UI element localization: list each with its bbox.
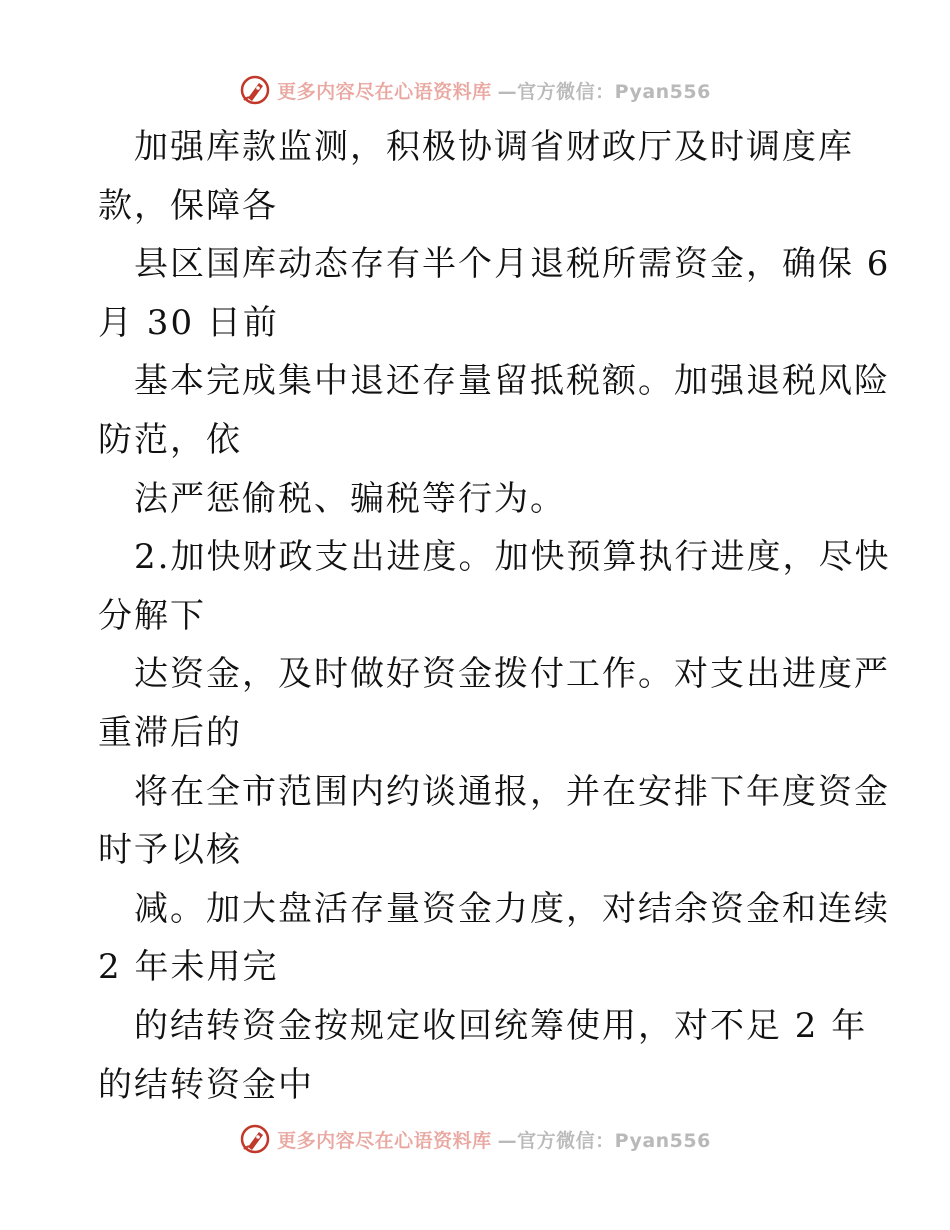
footer-banner-title: 更多内容尽在心语资料库 bbox=[277, 1129, 492, 1152]
pen-nib-circle-icon bbox=[239, 1123, 271, 1155]
paragraph-line: 防范，依 bbox=[98, 419, 242, 460]
paragraph-line: 加强库款监测，积极协调省财政厅及时调度库 bbox=[134, 127, 854, 167]
footer-banner bbox=[0, 1119, 950, 1159]
paragraph-line: 重滞后的 bbox=[98, 712, 242, 753]
paragraph-line: 达资金，及时做好资金拨付工作。对支出进度严 bbox=[134, 654, 890, 695]
paragraph-line: 基本完成集中退还存量留抵税额。加强退税风险 bbox=[134, 361, 890, 402]
footer-banner-wechat: —官方微信：Pyan556 bbox=[497, 1129, 711, 1152]
paragraph-line: 的结转资金按规定收回统筹使用，对不足 2 年 bbox=[134, 1005, 868, 1046]
paragraph-line: 月 30 日前 bbox=[98, 302, 279, 343]
header-banner-wechat: —官方微信：Pyan556 bbox=[497, 80, 711, 103]
paragraph-line: 2.加快财政支出进度。加快预算执行进度，尽快 bbox=[134, 537, 891, 578]
paragraph-line: 县区国库动态存有半个月退税所需资金，确保 6 bbox=[134, 244, 891, 285]
paragraph-line: 将在全市范围内约谈通报，并在安排下年度资金 bbox=[134, 771, 890, 812]
pen-nib-circle-icon bbox=[239, 74, 271, 106]
paragraph-line: 2 年未用完 bbox=[98, 947, 279, 988]
header-banner bbox=[0, 70, 950, 110]
paragraph-line: 款，保障各 bbox=[98, 185, 278, 226]
paragraph-line: 的结转资金中 bbox=[98, 1064, 314, 1105]
document-body bbox=[98, 118, 891, 1114]
paragraph-line: 时予以核 bbox=[98, 830, 242, 871]
paragraph-line: 分解下 bbox=[98, 595, 206, 636]
paragraph-line: 减。加大盘活存量资金力度，对结余资金和连续 bbox=[134, 888, 890, 929]
paragraph-line: 法严惩偷税、骗税等行为。 bbox=[134, 478, 566, 519]
header-banner-title: 更多内容尽在心语资料库 bbox=[277, 80, 492, 103]
